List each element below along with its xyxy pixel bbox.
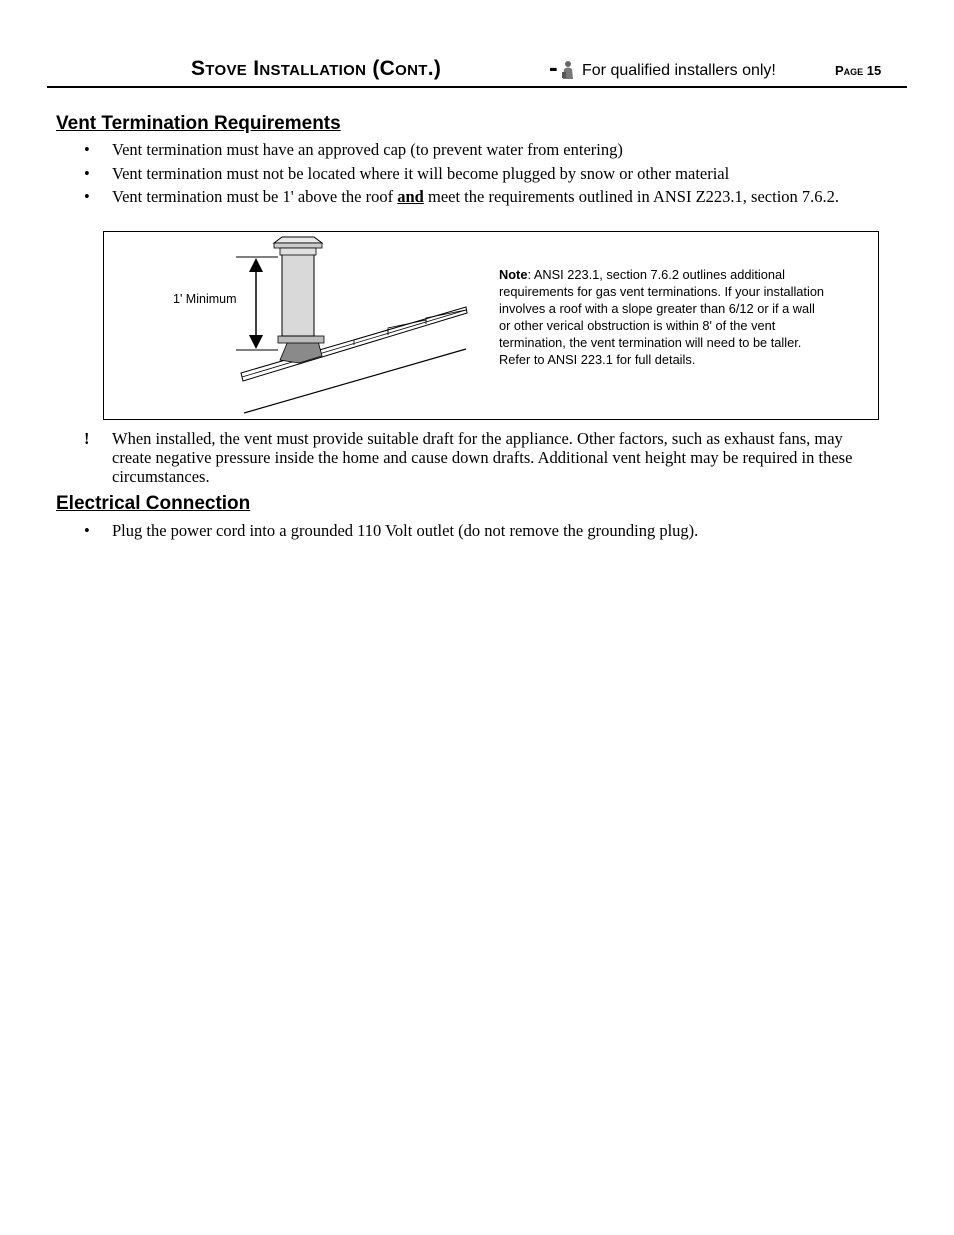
list-item bbox=[84, 521, 874, 540]
bullet-marker: • bbox=[84, 521, 90, 540]
list-item bbox=[84, 140, 874, 159]
title-dash: - bbox=[549, 52, 558, 82]
page-number: Page 15 bbox=[835, 63, 882, 78]
vent-cap-top bbox=[274, 237, 322, 243]
storm-collar bbox=[278, 336, 324, 343]
page-header bbox=[47, 52, 907, 88]
warning-mark: ! bbox=[84, 429, 90, 448]
dimension-arrow-down bbox=[249, 335, 263, 349]
installer-person-icon bbox=[561, 60, 575, 80]
list-item-text: Vent termination must not be located where it will become plugged by snow or other material bbox=[112, 164, 730, 183]
list-item-text-end: meet the requirements outlined in ANSI Z223.1, section 7.6.2. bbox=[423, 187, 840, 206]
vent-termination-figure bbox=[103, 231, 879, 420]
dimension-arrow-up bbox=[249, 258, 263, 272]
bullet-marker: • bbox=[84, 140, 90, 159]
bullet-marker: • bbox=[84, 187, 90, 206]
roof-underside bbox=[244, 349, 466, 413]
ansi-note bbox=[499, 266, 829, 368]
list-item-text bbox=[112, 187, 872, 206]
list-item-text: Vent termination must have an approved cap (to prevent water from entering) bbox=[112, 140, 623, 159]
list-item-text-start: Vent termination must be 1' above the roof bbox=[112, 187, 398, 206]
qualified-installers-note: For qualified installers only! bbox=[582, 62, 776, 79]
note-label: Note bbox=[499, 267, 528, 282]
bullet-marker: • bbox=[84, 164, 90, 183]
note-body: : ANSI 223.1, section 7.6.2 outlines additional requirements for gas vent terminations. If your installation involves a roof with a slope greater than 6/12 or if a wall or other verical obstruction is within 8' of the vent termination, the vent termination will need to be taller. Refer to ANSI 223.1 for full details. bbox=[499, 267, 825, 367]
electrical-connection-heading: Electrical Connection bbox=[56, 493, 251, 514]
vent-pipe bbox=[282, 254, 314, 336]
emphasis-and: and bbox=[397, 187, 424, 206]
vent-cap-base bbox=[280, 248, 316, 255]
list-item-text: Plug the power cord into a grounded 110 Volt outlet (do not remove the grounding plug). bbox=[112, 521, 699, 540]
warning-text: When installed, the vent must provide suitable draft for the appliance. Other factors, such as exhaust fans, may create negative pressure inside the home and cause down drafts. Additional vent height may be required in these circumstances. bbox=[112, 429, 853, 486]
vent-flashing bbox=[280, 341, 322, 363]
list-item bbox=[84, 187, 874, 225]
one-foot-minimum-label: 1' Minimum bbox=[173, 292, 237, 306]
list-item bbox=[84, 164, 874, 183]
page-title: Stove Installation (Cont.) bbox=[191, 57, 442, 80]
vent-termination-heading: Vent Termination Requirements bbox=[56, 113, 341, 134]
vent-cap-band bbox=[274, 243, 322, 248]
warning-item bbox=[84, 429, 874, 486]
